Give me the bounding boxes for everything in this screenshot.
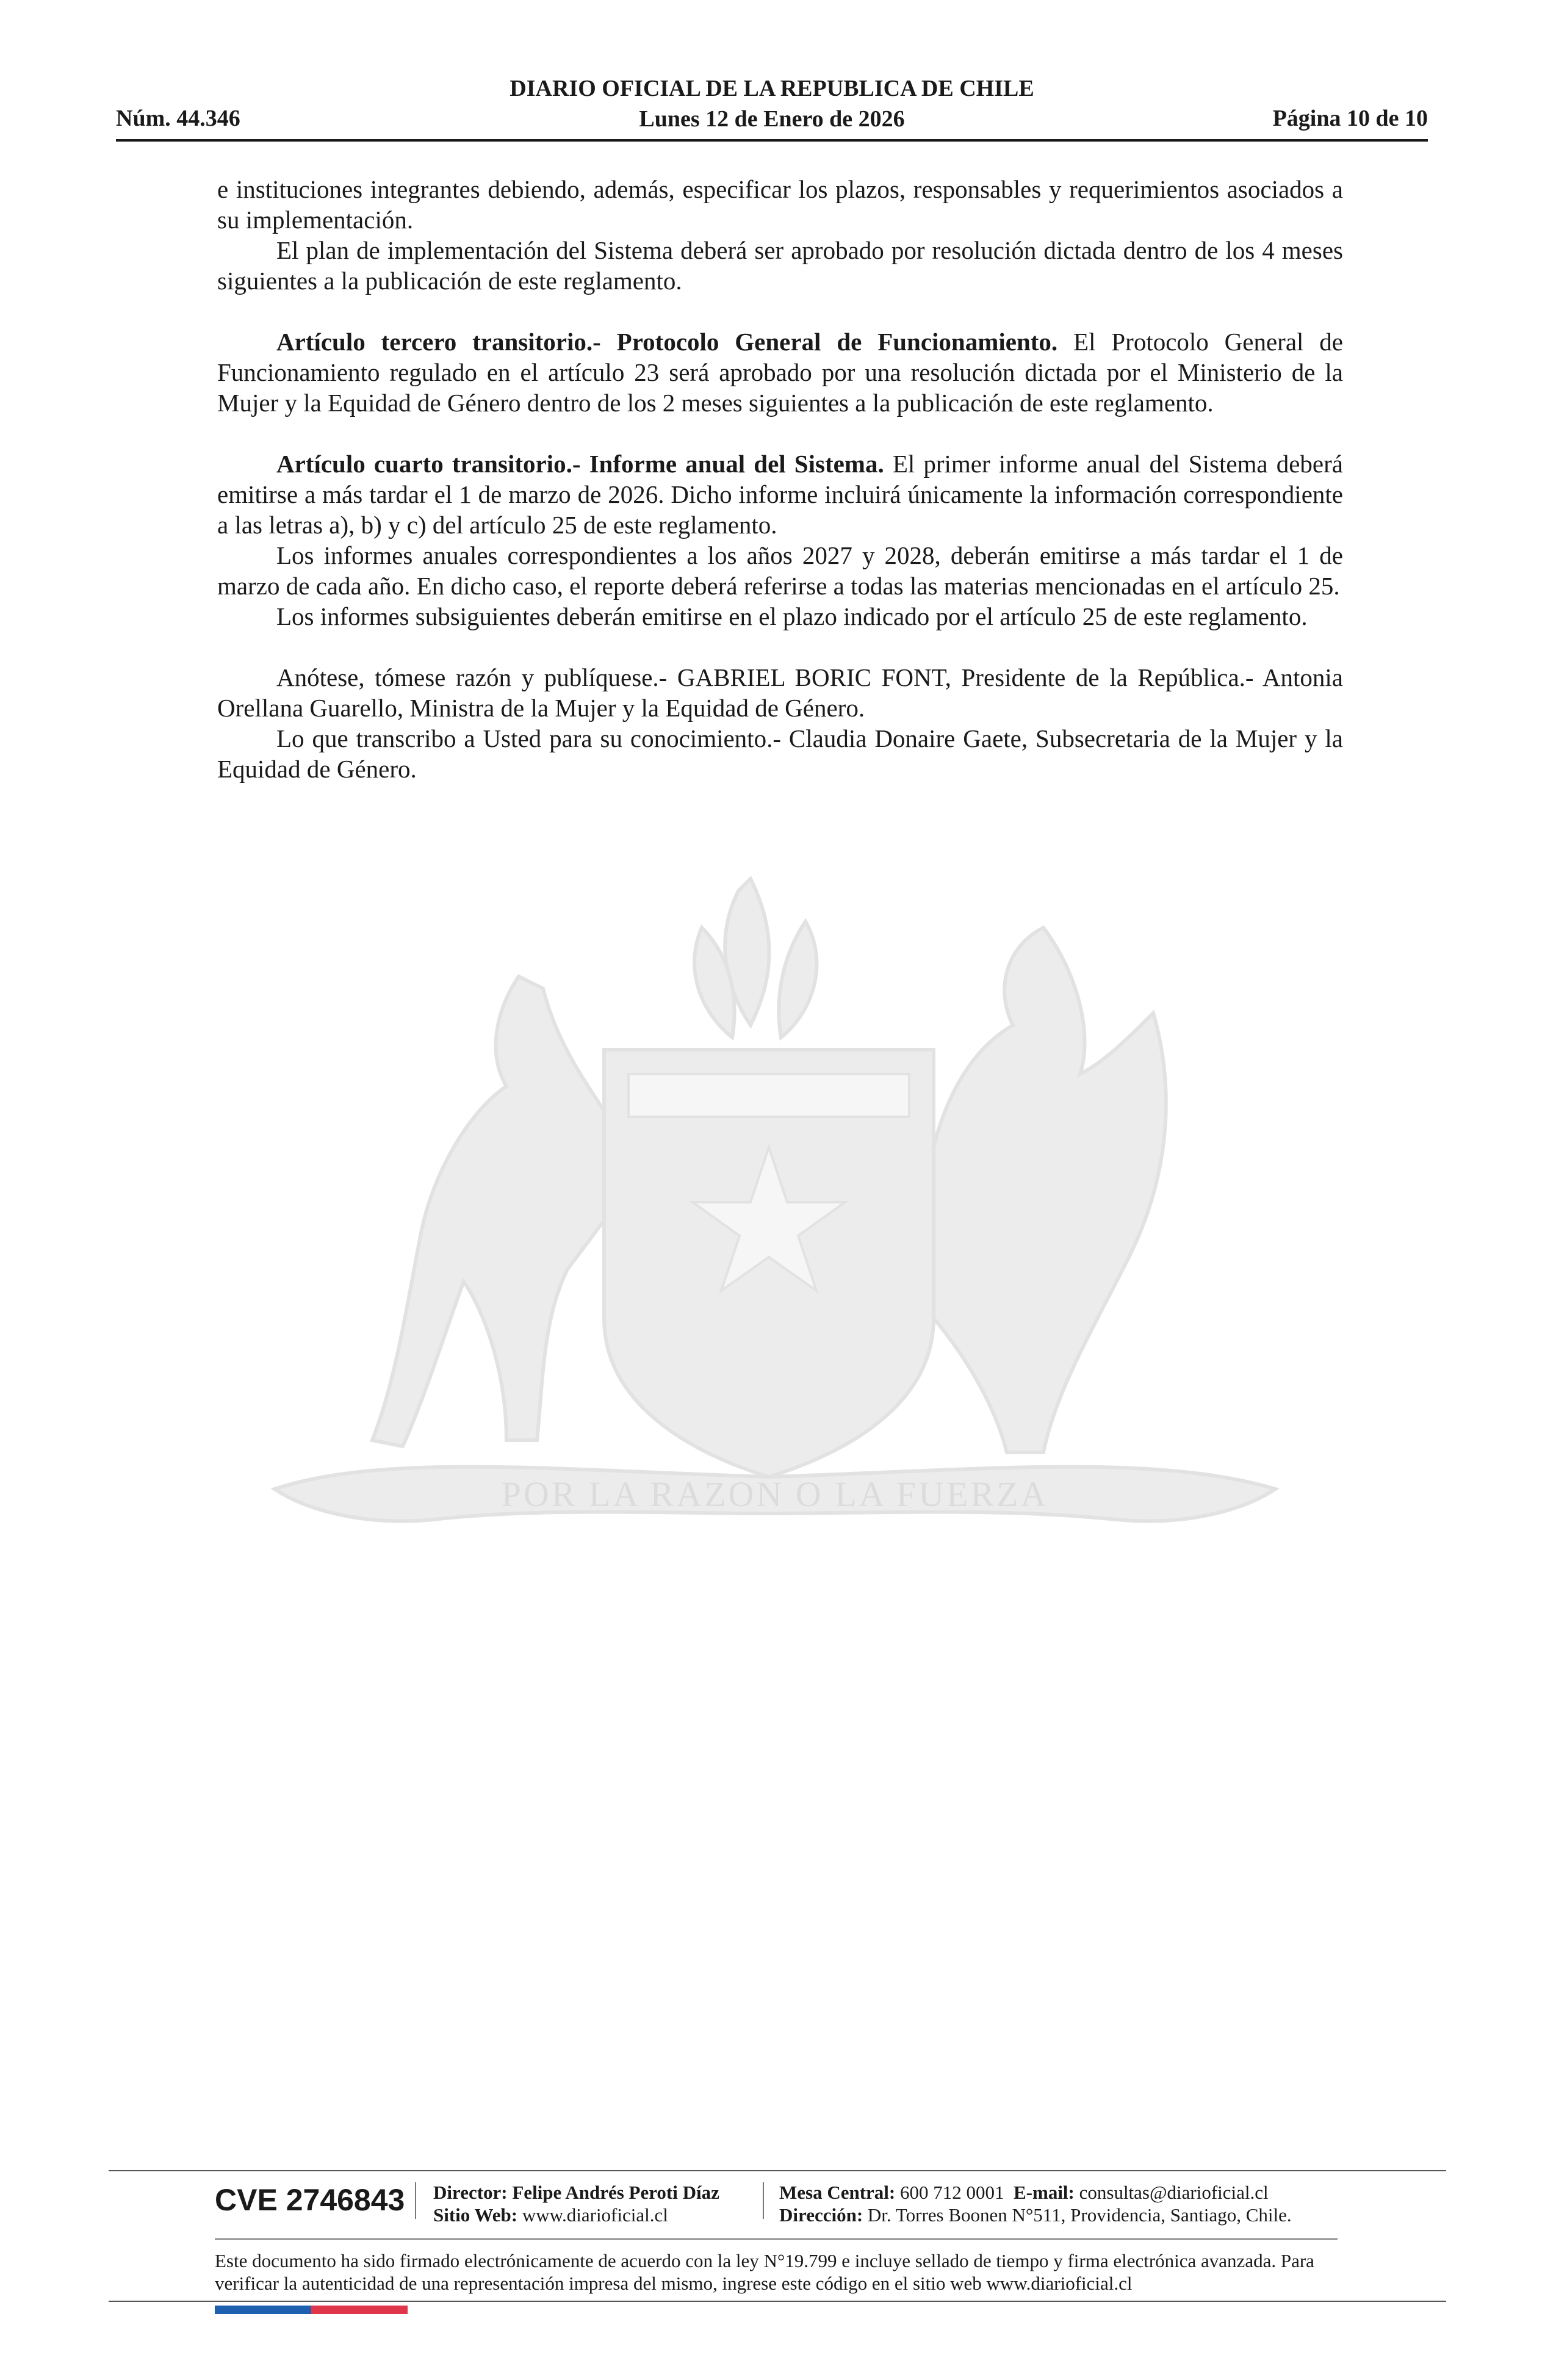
watermark-motto: POR LA RAZON O LA FUERZA bbox=[501, 1474, 1049, 1514]
cve-code: CVE 2746843 bbox=[215, 2183, 405, 2217]
legal-notice: Este documento ha sido firmado electrónicamente de acuerdo con la ley N°19.799 e incluye sellado de tiempo y firma electrónica avanzada. Para verificar la autenticidad de una representación impresa del mismo, ingrese este código en el sitio web www.diarioficial.cl bbox=[215, 2250, 1314, 2294]
director-label: Director: bbox=[433, 2182, 508, 2203]
mesa-label: Mesa Central: bbox=[779, 2182, 896, 2203]
footer-separator bbox=[763, 2182, 764, 2219]
email-label: E-mail: bbox=[1014, 2182, 1075, 2203]
publication-title: DIARIO OFICIAL DE LA REPUBLICA DE CHILE bbox=[510, 76, 1034, 101]
article-text: El primer informe anual del Sistema deberá emitirse a más tardar el 1 de marzo de 2026. Dicho informe incluirá únicamente la información correspondiente a las letras a), b) y c) del artículo 25 de este reglamento. bbox=[217, 450, 1343, 539]
page-header bbox=[116, 73, 1428, 146]
footer-rule bbox=[215, 2238, 1338, 2240]
body-paragraph: Los informes anuales correspondientes a los años 2027 y 2028, deberán emitirse a más tardar el 1 de marzo de cada año. En dicho caso, el reporte deberá referirse a todas las materias mencionadas en el artículo 25. bbox=[217, 541, 1343, 600]
footer-director-block bbox=[433, 2181, 719, 2226]
header-rule bbox=[116, 139, 1428, 142]
address-label: Dirección: bbox=[779, 2204, 863, 2226]
article-fourth-transitory bbox=[217, 449, 1343, 540]
email-link[interactable]: consultas@diarioficial.cl bbox=[1079, 2182, 1269, 2203]
issue-number: Núm. 44.346 bbox=[116, 106, 240, 131]
director-name: Felipe Andrés Peroti Díaz bbox=[512, 2182, 719, 2203]
signature-paragraph: Anótese, tómese razón y publíquese.- GABRIEL BORIC FONT, Presidente de la República.- Antonia Orellana Guarello, Ministra de la Mujer y la Equidad de Género. bbox=[217, 663, 1343, 722]
article-third-transitory bbox=[217, 326, 1343, 418]
article-text: El Protocolo General de Funcionamiento regulado en el artículo 23 será aprobado por una resolución dictada por el Ministerio de la Mujer y la Equidad de Género dentro de los 2 meses siguientes a la publicación de este reglamento. bbox=[217, 328, 1343, 417]
web-link[interactable]: www.diarioficial.cl bbox=[522, 2204, 668, 2226]
article-title: Artículo tercero transitorio.- Protocolo General de Funcionamiento. bbox=[276, 328, 1058, 356]
publication-date: Lunes 12 de Enero de 2026 bbox=[639, 106, 905, 132]
page-number: Página 10 de 10 bbox=[1272, 106, 1428, 131]
footer-rule bbox=[109, 2301, 1446, 2302]
chile-coat-of-arms-icon bbox=[201, 854, 1349, 1562]
body-paragraph: Los informes subsiguientes deberán emitirse en el plazo indicado por el artículo 25 de este reglamento. bbox=[276, 602, 1308, 630]
body-paragraph: e instituciones integrantes debiendo, además, especificar los plazos, responsables y requerimientos asociados a su implementación. bbox=[217, 175, 1343, 234]
document-body bbox=[217, 174, 1343, 784]
web-label: Sitio Web: bbox=[433, 2204, 518, 2226]
footer-contact-block bbox=[779, 2181, 1292, 2226]
header-center bbox=[116, 73, 1428, 134]
flag-stripe-red bbox=[311, 2306, 408, 2314]
body-paragraph: El plan de implementación del Sistema deberá ser aprobado por resolución dictada dentro de los 4 meses siguientes a la publicación de este reglamento. bbox=[217, 236, 1343, 295]
footer-rule bbox=[109, 2170, 1446, 2171]
footer-separator bbox=[415, 2182, 416, 2219]
address-value: Dr. Torres Boonen N°511, Providencia, Santiago, Chile. bbox=[867, 2204, 1292, 2226]
article-title: Artículo cuarto transitorio.- Informe anual del Sistema. bbox=[276, 450, 884, 478]
mesa-value: 600 712 0001 bbox=[900, 2182, 1004, 2203]
flag-stripe-blue bbox=[215, 2306, 311, 2314]
transcription-paragraph: Lo que transcribo a Usted para su conocimiento.- Claudia Donaire Gaete, Subsecretaria de la Mujer y la Equidad de Género. bbox=[217, 724, 1343, 783]
